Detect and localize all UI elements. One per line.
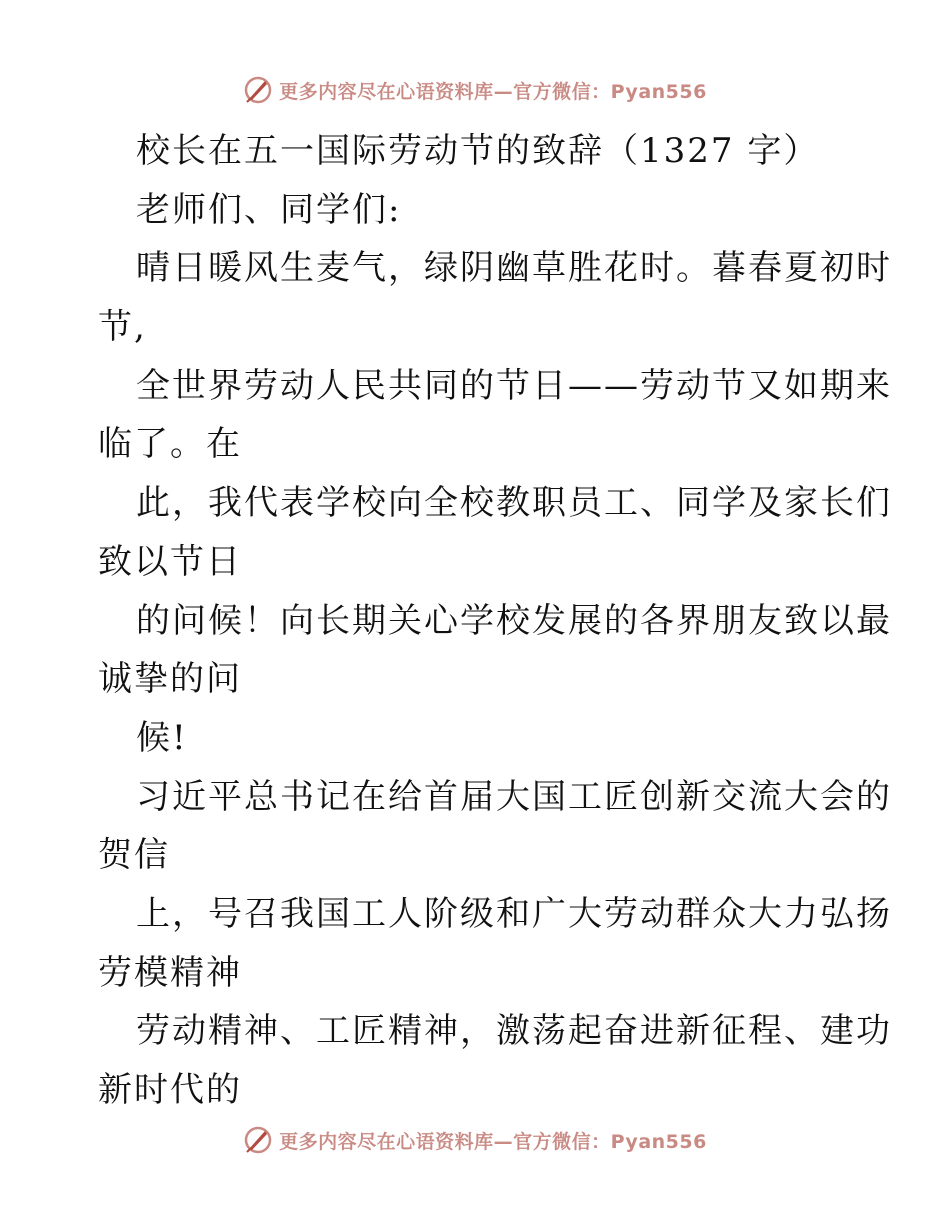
document-line: 校长在五一国际劳动节的致辞（1327 字） <box>136 131 820 171</box>
document-line: 劳动精神、工匠精神，激荡起奋进新征程、建功 <box>136 1011 892 1052</box>
document-body <box>98 122 892 1120</box>
document-line: 习近平总书记在给首届大国工匠创新交流大会的 <box>136 776 892 817</box>
quill-pen-logo-icon <box>243 75 273 105</box>
footer-banner <box>0 1120 950 1160</box>
document-line: 候! <box>136 717 188 758</box>
document-line: 劳模精神 <box>98 952 242 993</box>
header-banner <box>0 70 950 110</box>
footer-banner-text: 更多内容尽在心语资料库—官方微信：Pyan556 <box>279 1130 707 1153</box>
document-line: 贺信 <box>98 835 170 876</box>
document-line: 全世界劳动人民共同的节日——劳动节又如期来 <box>136 365 892 406</box>
document-line: 晴日暖风生麦气，绿阴幽草胜花时。暮春夏初时 <box>136 248 892 289</box>
document-line: 新时代的 <box>98 1070 242 1110</box>
document-line: 的问候！向长期关心学校发展的各界朋友致以最 <box>136 600 892 641</box>
quill-pen-logo-icon <box>243 1125 273 1155</box>
document-line: 临了。在 <box>98 424 242 465</box>
header-banner-text: 更多内容尽在心语资料库—官方微信：Pyan556 <box>279 80 707 103</box>
document-line: 节, <box>98 307 147 348</box>
document-line: 诚挚的问 <box>98 659 242 700</box>
document-line: 上，号召我国工人阶级和广大劳动群众大力弘扬 <box>136 893 892 934</box>
document-line: 致以节日 <box>98 541 242 582</box>
document-line: 老师们、同学们: <box>136 189 402 230</box>
document-line: 此，我代表学校向全校教职员工、同学及家长们 <box>136 483 892 524</box>
